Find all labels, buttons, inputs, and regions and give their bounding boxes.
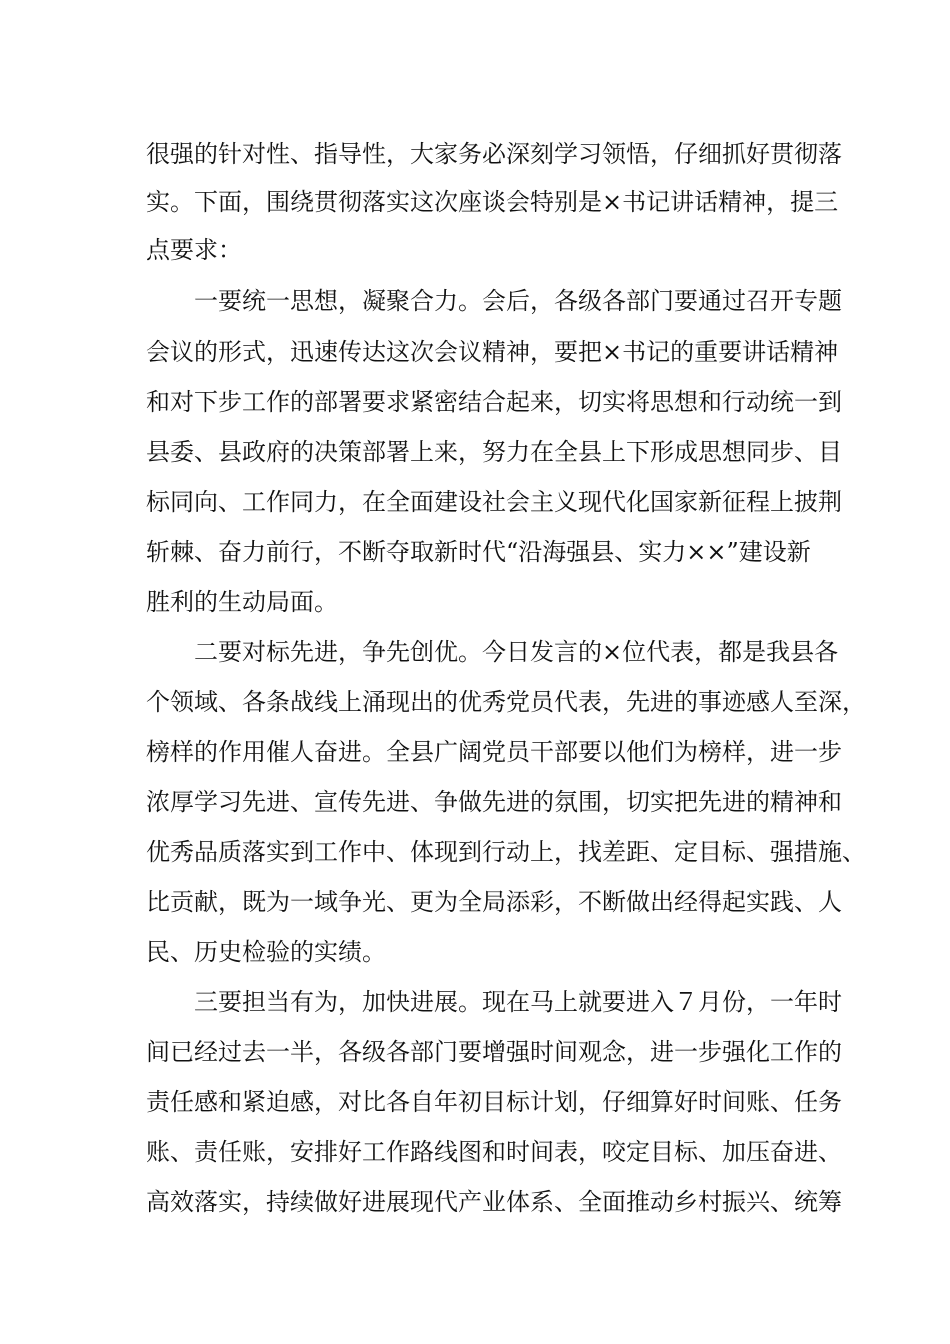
- text-line: 浓厚学习先进、宣传先进、争做先进的氛围，切实把先进的精神和: [146, 788, 842, 816]
- text-line: 责任感和紧迫感，对比各自年初目标计划，仔细算好时间账、任务: [146, 1088, 842, 1116]
- paragraph-2-first-line: 二要对标先进，争先创优。今日发言的×位代表，都是我县各: [194, 638, 839, 666]
- text-line: 和对下步工作的部署要求紧密结合起来，切实将思想和行动统一到: [146, 388, 842, 416]
- text-line: 斩棘、奋力前行，不断夺取新时代“沿海强县、实力××”建设新: [146, 538, 811, 566]
- text-line: 会议的形式，迅速传达这次会议精神，要把×书记的重要讲话精神: [146, 338, 839, 366]
- text-line: 间已经过去一半，各级各部门要增强时间观念，进一步强化工作的: [146, 1038, 842, 1066]
- paragraph-3-first-line: 三要担当有为，加快进展。现在马上就要进入７月份，一年时: [194, 988, 842, 1016]
- text-line: 优秀品质落实到工作中、体现到行动上，找差距、定目标、强措施、: [146, 838, 866, 866]
- paragraph-1-first-line: 一要统一思想，凝聚合力。会后，各级各部门要通过召开专题: [194, 287, 842, 315]
- text-line: 点要求：: [146, 236, 242, 264]
- text-line: 标同向、工作同力，在全面建设社会主义现代化国家新征程上披荆: [146, 488, 842, 516]
- text-line: 胜利的生动局面。: [146, 588, 338, 616]
- text-line: 榜样的作用催人奋进。全县广阔党员干部要以他们为榜样，进一步: [146, 738, 842, 766]
- text-line: 县委、县政府的决策部署上来，努力在全县上下形成思想同步、目: [146, 438, 842, 466]
- text-line: 账、责任账，安排好工作路线图和时间表，咬定目标、加压奋进、: [146, 1138, 842, 1166]
- text-line: 实。下面，围绕贯彻落实这次座谈会特别是×书记讲话精神，提三: [146, 188, 839, 216]
- text-line: 个领域、各条战线上涌现出的优秀党员代表，先进的事迹感人至深，: [146, 688, 866, 716]
- text-line: 很强的针对性、指导性，大家务必深刻学习领悟，仔细抓好贯彻落: [146, 140, 842, 168]
- text-line: 比贡献，既为一域争光、更为全局添彩，不断做出经得起实践、人: [146, 888, 842, 916]
- text-line: 民、历史检验的实绩。: [146, 938, 386, 966]
- text-line: 高效落实，持续做好进展现代产业体系、全面推动乡村振兴、统筹: [146, 1188, 842, 1216]
